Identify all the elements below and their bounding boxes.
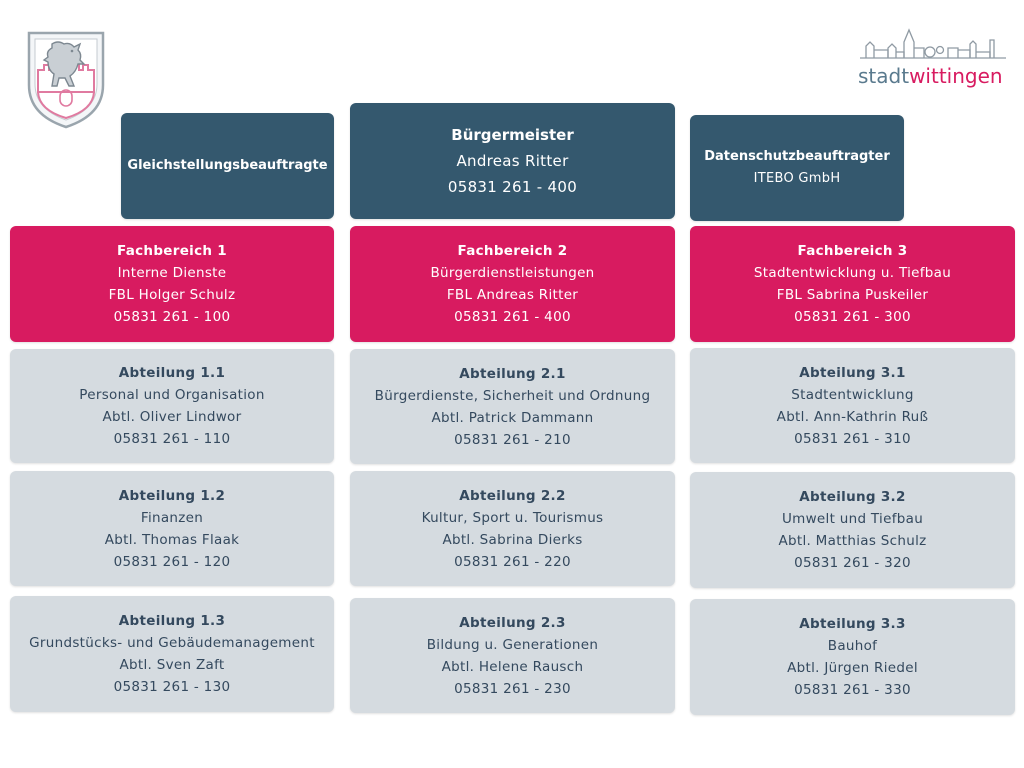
fachbereich-title: Fachbereich 3: [797, 243, 908, 259]
abteilung-subtitle: Personal und Organisation: [79, 387, 265, 403]
abteilung-phone: 05831 261 - 220: [454, 553, 571, 570]
abteilung-title: Abteilung 2.3: [459, 614, 566, 631]
mayor-title: Bürgermeister: [451, 126, 574, 144]
fachbereich-box: [10, 226, 334, 342]
fachbereich-title: Fachbereich 2: [457, 243, 568, 259]
abteilung-title: Abteilung 1.3: [118, 613, 226, 629]
abteilung-phone: 05831 261 - 130: [113, 679, 231, 695]
fachbereich-phone: 05831 261 - 100: [113, 309, 231, 325]
fachbereich-subtitle: Stadtentwicklung u. Tiefbau: [753, 265, 952, 281]
abteilung-lead: Abtl. Matthias Schulz: [778, 533, 927, 549]
fachbereich-subtitle: Interne Dienste: [117, 265, 227, 281]
abteilung-box: [350, 349, 675, 464]
fachbereich-phone: 05831 261 - 300: [794, 309, 911, 325]
abteilung-phone: 05831 261 - 330: [794, 682, 911, 698]
abteilung-subtitle: Kultur, Sport u. Tourismus: [421, 509, 604, 526]
abteilung-phone: 05831 261 - 310: [794, 430, 911, 447]
abteilung-subtitle: Bürgerdienste, Sicherheit und Ordnung: [374, 387, 651, 404]
fachbereich-title: Fachbereich 1: [116, 243, 228, 259]
abteilung-subtitle: Stadtentwicklung: [791, 386, 914, 403]
logo-text-wittingen: wittingen: [909, 64, 1003, 88]
abteilung-lead: Abtl. Helene Rausch: [441, 658, 584, 675]
abteilung-box: [690, 599, 1015, 715]
abteilung-lead: Abtl. Sven Zaft: [119, 657, 225, 673]
abteilung-subtitle: Umwelt und Tiefbau: [781, 511, 924, 527]
city-crest-lion-icon: [26, 30, 106, 130]
fachbereich-lead: FBL Sabrina Puskeiler: [776, 287, 929, 303]
abteilung-title: Abteilung 3.3: [799, 616, 906, 632]
abteilung-subtitle: Bildung u. Generationen: [426, 636, 599, 653]
equal-opportunity-officer-box: [121, 113, 334, 219]
data-protection-officer-name: ITEBO GmbH: [753, 171, 841, 186]
abteilung-lead: Abtl. Ann-Kathrin Ruß: [776, 408, 929, 425]
city-skyline-icon: [858, 28, 1008, 62]
abteilung-phone: 05831 261 - 210: [454, 431, 571, 448]
abteilung-title: Abteilung 2.1: [459, 365, 566, 382]
abteilung-box: [350, 598, 675, 713]
abteilung-box: [10, 471, 334, 586]
data-protection-officer-title: Datenschutzbeauftragter: [704, 149, 890, 164]
abteilung-box: [690, 472, 1015, 588]
mayor-box: [350, 103, 675, 219]
fachbereich-phone: 05831 261 - 400: [454, 309, 571, 325]
fachbereich-subtitle: Bürgerdienstleistungen: [430, 265, 595, 281]
mayor-name: Andreas Ritter: [456, 152, 569, 170]
abteilung-subtitle: Finanzen: [140, 509, 204, 526]
abteilung-title: Abteilung 3.1: [799, 364, 906, 381]
abteilung-phone: 05831 261 - 110: [113, 431, 231, 447]
abteilung-phone: 05831 261 - 320: [794, 555, 911, 571]
abteilung-title: Abteilung 3.2: [799, 489, 906, 505]
abteilung-phone: 05831 261 - 230: [454, 680, 571, 697]
abteilung-box: [350, 471, 675, 586]
fachbereich-lead: FBL Holger Schulz: [108, 287, 236, 303]
stadt-wittingen-logo: [858, 28, 1008, 92]
abteilung-box: [690, 348, 1015, 463]
abteilung-phone: 05831 261 - 120: [113, 553, 231, 570]
abteilung-lead: Abtl. Oliver Lindwor: [102, 409, 242, 425]
abteilung-subtitle: Bauhof: [827, 638, 878, 654]
abteilung-box: [10, 596, 334, 712]
fachbereich-box: [350, 226, 675, 342]
abteilung-subtitle: Grundstücks- und Gebäudemanagement: [29, 635, 315, 651]
fachbereich-lead: FBL Andreas Ritter: [446, 287, 579, 303]
abteilung-lead: Abtl. Sabrina Dierks: [442, 531, 583, 548]
abteilung-title: Abteilung 2.2: [459, 487, 566, 504]
data-protection-officer-box: [690, 115, 904, 221]
abteilung-title: Abteilung 1.2: [118, 487, 226, 504]
abteilung-lead: Abtl. Patrick Dammann: [431, 409, 594, 426]
abteilung-lead: Abtl. Thomas Flaak: [104, 531, 240, 548]
mayor-phone: 05831 261 - 400: [447, 178, 578, 196]
equal-opportunity-officer-title: Gleichstellungsbeauftragte: [127, 158, 328, 173]
abteilung-lead: Abtl. Jürgen Riedel: [787, 660, 918, 676]
abteilung-title: Abteilung 1.1: [118, 365, 226, 381]
fachbereich-box: [690, 226, 1015, 342]
abteilung-box: [10, 349, 334, 463]
logo-text-stadt: stadt: [858, 64, 910, 88]
